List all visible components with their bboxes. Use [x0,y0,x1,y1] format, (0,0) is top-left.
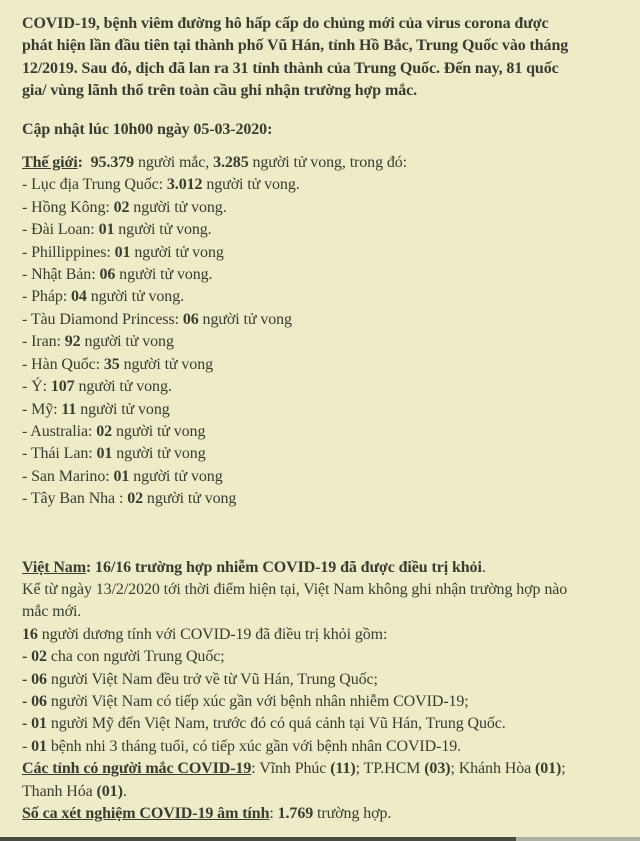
vietnam-note-line-1 [22,579,624,601]
bold-text: (01) [535,760,562,778]
text: - Tàu Diamond Princess: [22,310,183,328]
text: người mắc, [134,154,214,172]
horizontal-scrollbar-track[interactable] [516,837,640,841]
heading-text: Việt Nam [22,558,86,576]
bold-text: - 06 [22,692,47,710]
text: . [122,782,127,800]
text: ; TP.HCM [355,760,425,778]
bold-text: COVID-19, bệnh viêm đường hô hấp cấp do chủng mới của virus corona được [22,15,549,32]
text: người tử vong, trong đó: [248,154,408,172]
text: người tử vong. [74,378,172,396]
intro-line-1 [22,13,624,35]
text: người tử vong. [114,221,212,239]
bold-text: 04 [70,288,87,306]
text: người tử vong. [129,198,227,216]
bold-text: : 16/16 trường hợp nhiễm COVID-19 đã được điều trị khỏi [85,558,482,576]
spacer [22,511,624,557]
world-summary-line [22,152,624,174]
world-entry-france [22,286,624,308]
world-entry-australia [22,421,624,443]
negative-tests-line [22,803,624,825]
world-entry-hongkong [22,197,624,219]
heading-text: Các tỉnh có người mắc COVID-19 [22,760,252,778]
text: trường hợp. [313,805,392,822]
text: - Thái Lan: [22,445,97,463]
bold-text: 92 [64,333,81,351]
text: Kể từ ngày 13/2/2020 tới thời điểm hiện tại, Việt Nam không ghi nhận trường hợp nào [22,580,568,598]
text: - Australia: [22,422,97,440]
text: người tử vong [80,333,174,351]
bold-text: Cập nhật lúc 10h00 ngày 05-03-2020: [22,120,273,138]
world-entry-diamond-princess [22,309,624,331]
text: người tử vong [143,490,237,508]
horizontal-scrollbar-thumb[interactable] [0,837,516,841]
text: - Nhật Bản: [22,266,100,284]
bold-text: 12/2019. Sau đó, dịch đã lan ra 31 tỉnh thành của Trung Quốc. Đến nay, 81 quốc [22,59,559,77]
bold-text: 02 [96,422,113,440]
intro-line-4 [22,80,624,102]
spacer [22,141,624,152]
text: - Ý: [22,378,51,396]
text: người tử vong [76,400,170,418]
bold-text: 02 [127,490,144,508]
vietnam-case-line-5 [22,736,624,758]
text: cha con người Trung Quốc; [46,648,225,666]
bold-text: 11 [61,400,77,418]
vietnam-case-line-3 [22,691,624,713]
text: bệnh nhi 3 tháng tuổi, có tiếp xúc gần với bệnh nhân COVID-19. [46,737,462,755]
world-entry-thailand [22,443,624,465]
text: - Iran: [22,333,65,351]
text: người dương tính với COVID-19 đã điều trị khỏi gồm: [37,625,388,643]
bold-text: gia/ vùng lãnh thổ trên toàn cầu ghi nhận trường hợp mắc. [22,82,418,100]
text: người tử vong [112,445,206,463]
vietnam-recovered-line [22,624,624,646]
text: - Mỹ: [22,400,62,418]
bold-text: (03) [424,760,451,778]
bold-text: 01 [113,467,130,485]
text: - [22,737,32,755]
text: người tử vong [119,355,213,373]
text: người tử vong. [202,176,300,194]
bold-text: (11) [330,760,356,778]
text: người Việt Nam đều trở về từ Vũ Hán, Trung Quốc; [46,670,378,688]
bold-text: - 06 [22,670,47,688]
world-entry-spain [22,488,624,510]
text: . [481,558,486,576]
world-entry-japan [22,264,624,286]
provinces-line-2 [22,781,624,803]
bold-text: 01 [31,737,47,755]
heading-text: Thế giới [22,154,78,172]
text: ; [561,760,566,778]
vietnam-case-line-2 [22,669,624,691]
text: - Tây Ban Nha : [22,490,128,508]
bold-text: 1.769 [277,805,314,822]
horizontal-scrollbar [0,837,640,841]
text: người tử vong. [115,266,213,284]
vietnam-heading-line [22,557,624,579]
world-entry-san-marino [22,466,624,488]
text: người tử vong [130,243,224,261]
vietnam-note-line-2 [22,601,624,623]
text: người tử vong [112,422,206,440]
text: : Vĩnh Phúc [251,760,331,778]
text: Thanh Hóa [22,782,97,800]
text: ; Khánh Hòa [450,760,536,778]
text: người Mỹ đến Việt Nam, trước đó có quá cảnh tại Vũ Hán, Trung Quốc. [46,715,506,733]
text: - Đài Loan: [22,221,99,239]
world-entry-italy [22,376,624,398]
bold-text: 01 [98,221,115,239]
text: mắc mới. [22,603,82,621]
bold-text: 3.012 [166,176,203,194]
world-entry-philippines [22,242,624,264]
document-body [22,13,624,825]
bold-text: 06 [99,266,116,284]
bold-text: 01 [114,243,131,261]
text: người tử vong [198,310,292,328]
vietnam-case-line-4 [22,713,624,735]
world-entry-taiwan [22,219,624,241]
world-entry-china [22,174,624,196]
text: : [269,805,278,822]
bold-text: 3.285 [213,154,249,172]
intro-line-2 [22,35,624,57]
bold-text: 107 [50,378,75,396]
bold-text: 06 [182,310,199,328]
bold-text: 16 [22,625,38,643]
provinces-line-1 [22,758,624,780]
bold-text: - 02 [22,648,47,666]
heading-text: Số ca xét nghiệm COVID-19 âm tính [22,805,270,822]
text: - Hồng Kông: [22,198,114,216]
text: - Hàn Quốc: [22,355,104,373]
text: người tử vong. [86,288,184,306]
bold-text: phát hiện lần đầu tiên tại thành phố Vũ Hán, tỉnh Hồ Bắc, Trung Quốc vào tháng [22,37,569,55]
bold-text: 01 [96,445,113,463]
bold-text: 35 [103,355,120,373]
bold-text: 95.379 [90,154,135,172]
text: - Lục địa Trung Quốc: [22,176,167,194]
bold-text: 02 [113,198,130,216]
world-entry-iran [22,331,624,353]
world-entry-korea [22,354,624,376]
world-entry-usa [22,399,624,421]
text: - San Marino: [22,467,114,485]
update-timestamp [22,119,624,141]
bold-text: (01) [96,782,123,800]
bold-text: : [77,154,91,172]
text: - Pháp: [22,288,71,306]
text: người Việt Nam có tiếp xúc gần với bệnh nhân nhiễm COVID-19; [46,692,469,710]
intro-line-3 [22,58,624,80]
vietnam-case-line-1 [22,646,624,668]
text: người tử vong [129,467,223,485]
spacer [22,103,624,119]
text: - Phillippines: [22,243,115,261]
bold-text: - 01 [22,715,47,733]
